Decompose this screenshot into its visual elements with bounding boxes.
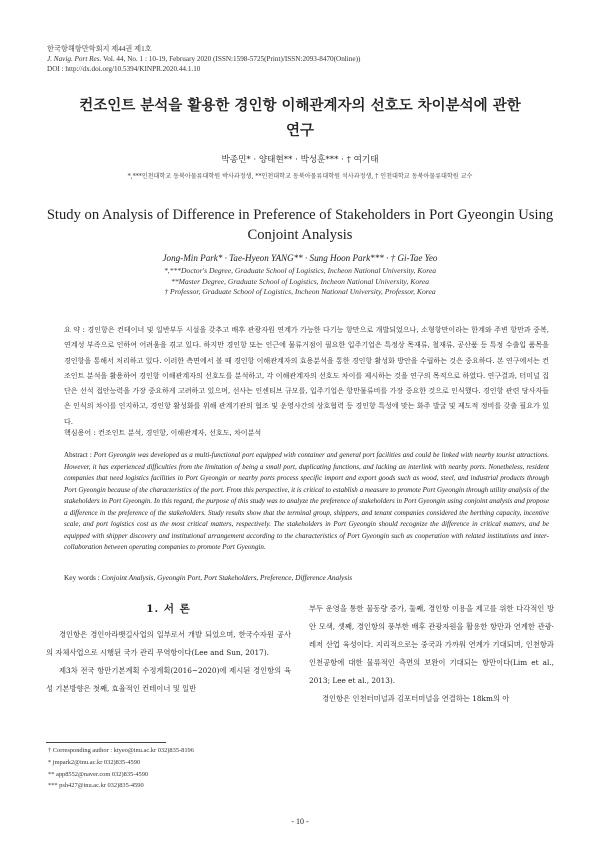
korean-authors: 박종민* · 양태현** · 박성훈*** · † 여기태 [221,155,379,165]
body-column-left [46,626,291,698]
english-title [40,205,560,245]
english-keywords [64,573,549,582]
footnote-author-3: *** psh427@inu.ac.kr 032)835-4590 [48,782,144,790]
body-paragraph: 경인항은 인천터미널과 김포터미널을 연결하는 18km의 아 [322,694,510,703]
section-heading-introduction: 1. 서 론 [146,603,191,615]
footnotes [48,745,194,792]
english-affiliation-3: † Professor, Graduate School of Logistics, Incheon National University, Professor, Korea [164,287,436,297]
footnote-author-2: ** app8552@naver.com 032)835-4590 [48,770,149,778]
korean-title-line1: 컨조인트 분석을 활용한 경인항 이해관계자의 선호도 차이분석에 관한 [79,97,521,114]
footnote-divider [46,742,166,743]
korean-affiliations: *,***인천대학교 동북아물류대학원 박사과정생, **인천대학교 동북아물류대학원 석사과정생, † 인천대학교 동북아물류대학원 교수 [127,173,473,180]
english-affiliation-2: **Master Degree, Graduate School of Logistics, Incheon National University, Korea [170,276,430,286]
english-affiliations [40,266,560,298]
korean-keywords-label: 핵심용어 : [64,428,99,437]
footnote-author-1: * jmpark2@inu.ac.kr 032)835-4590 [48,758,141,766]
english-affiliation-1: *,***Doctor's Degree, Graduate School of Logistics, Incheon National University, Korea [163,266,437,275]
english-keywords-text: Conjoint Analysis, Gyeongin Port, Port Stakeholders, Preference, Difference Analysis [101,573,353,582]
korean-abstract [64,322,549,429]
korean-abstract-text: 경인항은 컨테이너 및 일반부두 시설을 갖추고 배후 관광자원 연계가 가능한 다기능 항만으로 개발되었으나, 소형항만이라는 한계와 주변 항만과 중복, 연계성 부족으로 인하여 어려움을 겪고 있다. 하지만 경인항 또는 인근에 물류거점이 필요한 입주기업은 특정상 목재류, 철재류, 공산품 등 특정 수출입 품목을 경인항을 통해서 처리하고 있다. 이러한 측면에서 볼 때 경인항 이해관계자의 효용분석을 통한 경인항 활성화 방안을 수립하는 것은 중요하다. 본 연구에서는 컨조인트 분석을 활용하여 경인항 이해관계자의 선호도를 분석하고, 각 이해관계자의 선호도 차이를 제시하는 것을 연구의 목적으로 하였다. 연구결과, 터미널 집단은 선석 접안능력을 가장 중요하게 고려하고 있으며, 선사는 인센티브 규모를, 입주기업은 항만물류비를 가장 중요한 것으로 인식했다. 경인항 관련 당사자들은 인식의 차이를 인지하고, 경인항 활성화를 위해 관계기관의 협조 및 운영사간의 상호협력 등 경인항 특성에 맞는 화주 발굴 및 제도적 정비를 갖출 필요가 있다. [64,325,549,426]
body-paragraph: 제3차 전국 항만기본계획 수정계획(2016~2020)에 제시된 경인항의 육성 기본방향은 첫째, 효율적인 컨테이너 및 일반 [46,666,291,693]
korean-keywords [64,428,549,438]
journal-header [47,44,360,75]
journal-abbrev: J. Navig. Port Res. [47,55,102,64]
body-column-right [309,600,554,708]
journal-volume-info: Vol. 44, No. 1 : 10-19, February 2020 (ISSN:1598-5725(Print)/ISSN:2093-8470(Online)) [101,55,361,64]
english-abstract [64,450,549,554]
korean-title-line2: 연구 [285,122,314,139]
journal-doi[interactable]: DOI : http://dx.doi.org/10.5394/KINPR.2020.44.1.10 [47,65,201,74]
english-abstract-text: Port Gyeongin was developed as a multi-functional port equipped with container and general port facilities and could be linked with nearby tourist attractions. However, it has experienced difficulties from the limitation of being a small port, duplicating functions, and lacking an interlink with nearby ports. Nonetheless, resident companies that need logistics facilities in Port Gyeongin or nearby ports process specific import and export goods such as wood, steel, and industrial products through Port Gyeongin because of the characteristics of the port. From this perspective, it is critical to establish a measure to promote Port Gyeongin through utility analysis of the stakeholders in Port Gyeongin. In this regard, the purpose of this study was to analyze the preference of stakeholders in Port Gyeongin using conjoint analysis and propose a difference in the preference of the stakeholders. Study results show that the terminal group, shippers, and tenant companies considered the berthing capacity, incentive scale, and port logistics cost as the most critical matters, respectively. The stakeholders in Port Gyeongin should recognize the difference in critical matters, and be equipped with shipper discovery and institutional arrangement according to the characteristics of Port Gyeongin such as cooperation with related institutions and inter-collaboration between operating companies to promote Port Gyeongin. [64,451,549,551]
english-keywords-label: Key words : [64,573,102,582]
page-number: - 10 - [291,817,309,826]
journal-citation [47,54,360,64]
english-title-line2: Conjoint Analysis [247,227,353,243]
journal-name-ko: 한국항해항만학회지 제44권 제1호 [47,45,152,53]
korean-abstract-label: 요 약 : [64,325,88,334]
korean-keywords-text: 컨조인트 분석, 경인항, 이해관계자, 선호도, 차이분석 [98,428,262,437]
korean-title [40,93,560,143]
english-title-line1: Study on Analysis of Difference in Preference of Stakeholders in Port Gyeongin Using [46,207,554,223]
body-paragraph: 경인항은 경인아라뱃길사업의 일부로서 개발 되었으며, 한국수자원 공사의 자체사업으로 시행된 국가 관리 무역항이다(Lee and Sun, 2017). [46,630,291,657]
english-authors: Jong-Min Park* · Tae-Hyeon YANG** · Sung Hoon Park*** · † Gi-Tae Yeo [162,253,438,263]
english-abstract-label: Abstract : [64,451,94,459]
footnote-corresponding-author: † Corresponding author : ktyeo@inu.ac.kr 032)835-8196 [48,747,194,754]
body-paragraph: 부두 운영을 통한 물동량 증가, 둘째, 경인항 이용을 제고를 위한 다각적인 방안 모색, 셋째, 경인항의 풍부한 배후 관광자원을 활용한 항만과 연계한 관광·레저 산업 육성이다. 지리적으로는 중국과 가까워 연계가 기대되며, 인천항과 인천공항에 대한 물류적인 측면의 보완이 기대되는 항만이다(Lim et al., 2013; Lee et al., 2013). [309,604,554,685]
